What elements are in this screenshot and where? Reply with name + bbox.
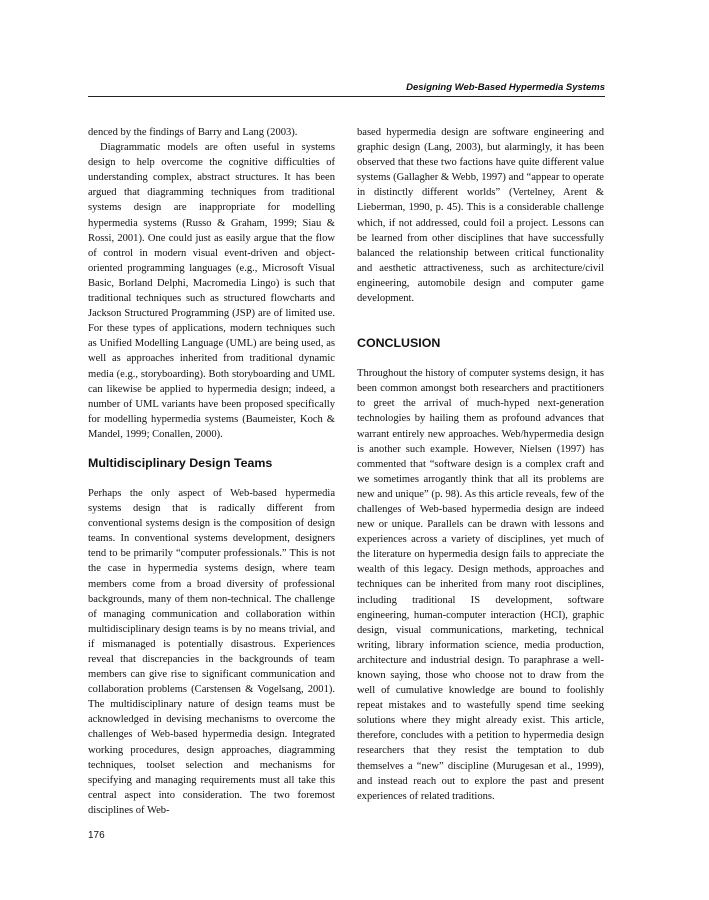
right-paragraph-conclusion: Throughout the history of computer systems design, it has been common amongst both researchers and practitioners to greet the arrival of much-hyped next-generation technologies by hailing them as profound advances that warrant entirely new approaches. Web/hypermedia design is another such example. However, Nielsen (1997) has commented that “software design is a complex craft and we sometimes arrogantly think that all its problems are new and unique” (p. 98). As this article reveals, few of the challenges of Web-based hypermedia design are indeed new or unique. Parallels can be drawn with lessons and experiences across a variety of disciplines, yet much of the literature on hypermedia design fails to appreciate the wealth of this legacy. Design methods, approaches and techniques can be inherited from many root disciplines, including traditional IS development, software engineering, human-computer interaction (HCI), graphic design, visual communications, marketing, technical writing, library information science, media production, architecture and industrial design. To paraphrase a well-known saying, those who choose not to draw from the well of cumulative knowledge are bound to foolishly repeat mistakes and to wastefully spend time seeking solutions where they might already exist. This article, therefore, concludes with a petition to hypermedia design researchers that they resist the temptation to dub themselves a “new” discipline (Murugesan et al., 1999), and instead reach out to explore the past and present experiences of related traditions. — [357, 368, 604, 802]
right-column — [357, 125, 604, 804]
section-heading-multidisciplinary: Multidisciplinary Design Teams — [88, 455, 273, 470]
right-paragraph-continued: based hypermedia design are software engineering and graphic design (Lang, 2003), but alarmingly, it has been observed that these two factions have quite different value systems (Gallagher & Webb, 1997) and “appear to operate in distinctly different worlds” (Vertelney, Arent & Lieberman, 1990, p. 45). This is a considerable challenge which, if not addressed, could foil a project. Lessons can be learned from other disciplines that have successfully balanced the relationship between critical functionality and aesthetic attractiveness, such as architecture/civil engineering, automobile design and computer game development. — [357, 127, 604, 305]
left-column — [88, 125, 335, 818]
page-number: 176 — [88, 830, 105, 841]
section-heading-conclusion: CONCLUSION — [357, 336, 441, 351]
left-paragraph-diagrammatic-models: Diagrammatic models are often useful in systems design to help overcome the cognitive difficulties of understanding complex, abstract structures. It has been argued that diagramming techniques from traditional systems design are inappropriate for modelling hypermedia systems (Russo & Graham, 1999; Siau & Rossi, 2001). One could just as easily argue that the flow of control in modern visual event-driven and object-oriented programming languages (e.g., Microsoft Visual Basic, Borland Delphi, Macromedia Lingo) is such that traditional techniques such as structured flowcharts and Jackson Structured Programming (JSP) are of limited use. For these types of applications, modern techniques such as Unified Modelling Language (UML) are being used, as well as approaches inherited from traditional dynamic media (e.g., storyboarding). Both storyboarding and UML can likewise be applied to hypermedia design; indeed, a number of UML variants have been proposed specifically for modelling hypermedia systems (Baumeister, Koch & Mandel, 1999; Conallen, 2000). — [88, 142, 335, 440]
header-rule — [88, 96, 605, 97]
running-header-title: Designing Web-Based Hypermedia Systems — [406, 82, 605, 93]
left-paragraph-continued: denced by the findings of Barry and Lang (2003). — [88, 127, 298, 138]
left-paragraph-design-teams: Perhaps the only aspect of Web-based hypermedia systems design that is radically different from conventional systems design is the composition of design teams. In conventional systems development, designers tend to be primarily “computer professionals.” This is not the case in hypermedia systems design, where team members come from a broad diversity of professional backgrounds, many of them non-technical. The challenge of managing communication and collaboration within multidisciplinary design teams is by no means trivial, and if mismanaged is potentially disastrous. Experiences reveal that discrepancies in the backgrounds of team members can give rise to significant communication and collaboration problems (Carstensen & Vogelsang, 2001). The multidisciplinary nature of design teams must be acknowledged in devising mechanisms to overcome the challenges of Web-based hypermedia design. Integrated working procedures, design approaches, diagramming techniques, toolset selection and mechanisms for specifying and managing requirements must all take this central aspect into consideration. The two foremost disciplines of Web- — [88, 487, 335, 816]
